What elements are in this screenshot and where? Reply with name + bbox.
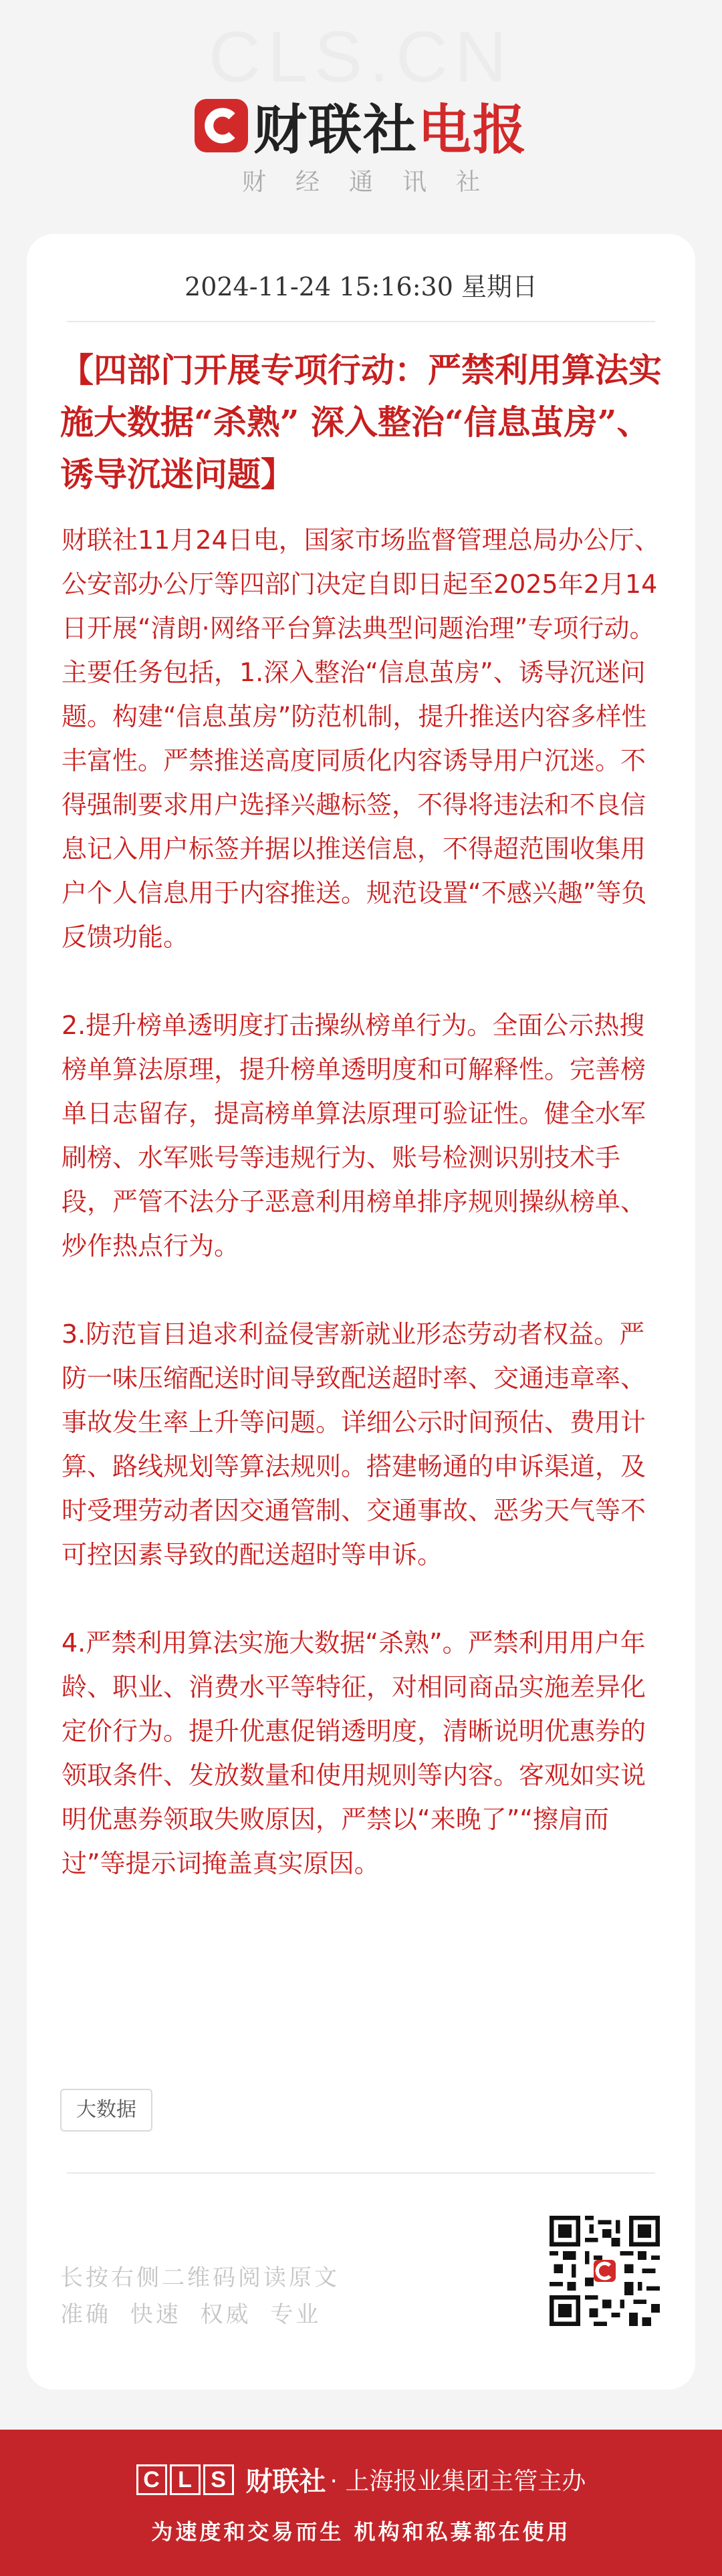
- bottom-divider: [67, 2172, 655, 2174]
- cls-logo-icon: [195, 99, 248, 152]
- brand-accent: 电报: [418, 99, 527, 161]
- topic-tag[interactable]: 大数据: [60, 2089, 152, 2132]
- article-headline: 【四部门开展专项行动：严禁利用算法实施大数据“杀熟” 深入整治“信息茧房”、诱导沉迷问题】: [60, 350, 662, 494]
- qr-code-icon[interactable]: [550, 2216, 660, 2326]
- cls-letter-l: L: [170, 2464, 201, 2495]
- cls-letter-c: C: [136, 2464, 167, 2495]
- paragraph-1: 财联社11月24日电，国家市场监督管理总局办公厅、公安部办公厅等四部门决定自即日起至2025年2月14日开展“清朗·网络平台算法典型问题治理”专项行动。主要任务包括，1.深入整治“信息茧房”、诱导沉迷问题。构建“信息茧房”防范机制，提升推送内容多样性丰富性。严禁推送高度同质化内容诱导用户沉迷。不得强制要求用户选择兴趣标签，不得将违法和不良信息记入用户标签并据以推送信息，不得超范围收集用户个人信息用于内容推送。规范设置“不感兴趣”等负反馈功能。: [62, 525, 660, 952]
- top-divider: [67, 321, 655, 322]
- qr-tagline: 准确 快速 权威 专业: [60, 2301, 322, 2328]
- brand-subtitle: 财经通讯社: [241, 168, 509, 196]
- footer-org: · 上海报业集团主管主办: [330, 2468, 586, 2495]
- brand-name: 财联社: [253, 99, 418, 161]
- header: [0, 0, 722, 221]
- cls-letter-logo: [136, 2464, 234, 2495]
- paragraph-4: 4.严禁利用算法实施大数据“杀熟”。严禁利用用户年龄、职业、消费水平等特征，对相同商品实施差异化定价行为。提升优惠促销透明度，清晰说明优惠券的领取条件、发放数量和使用规则等内容。客观如实说明优惠券领取失败原因，严禁以“来晚了”“擦肩而过”等提示词掩盖真实原因。: [62, 1628, 646, 1878]
- article-timestamp: 2024-11-24 15:16:30 星期日: [185, 272, 537, 301]
- paragraph-3: 3.防范盲目追求利益侵害新就业形态劳动者权益。严防一味压缩配送时间导致配送超时率、交通违章率、事故发生率上升等问题。详细公示时间预估、费用计算、路线规划等算法规则。搭建畅通的申诉渠道，及时受理劳动者因交通管制、交通事故、恶劣天气等不可控因素导致的配送超时等申诉。: [62, 1319, 646, 1569]
- footer-brand-name: 财联社: [245, 2466, 326, 2497]
- article-card: [27, 234, 695, 2390]
- footer-slogan: 为速度和交易而生 机构和私募都在使用: [151, 2519, 571, 2545]
- footer-banner: [0, 2430, 722, 2576]
- cls-watermark: CLS.CN: [208, 16, 514, 97]
- brand-logo-row: [0, 87, 722, 164]
- article-body: [62, 518, 663, 1886]
- footer-brand-row: [0, 2460, 722, 2498]
- cls-letter-s: S: [203, 2464, 234, 2495]
- paragraph-2: 2.提升榜单透明度打击操纵榜单行为。全面公示热搜榜单算法原理，提升榜单透明度和可解释性。完善榜单日志留存，提高榜单算法原理可验证性。健全水军刷榜、水军账号等违规行为、账号检测识别技术手段，严管不法分子恶意利用榜单排序规则操纵榜单、炒作热点行为。: [62, 1011, 646, 1261]
- qr-hint-text: 长按右侧二维码阅读原文: [60, 2265, 340, 2291]
